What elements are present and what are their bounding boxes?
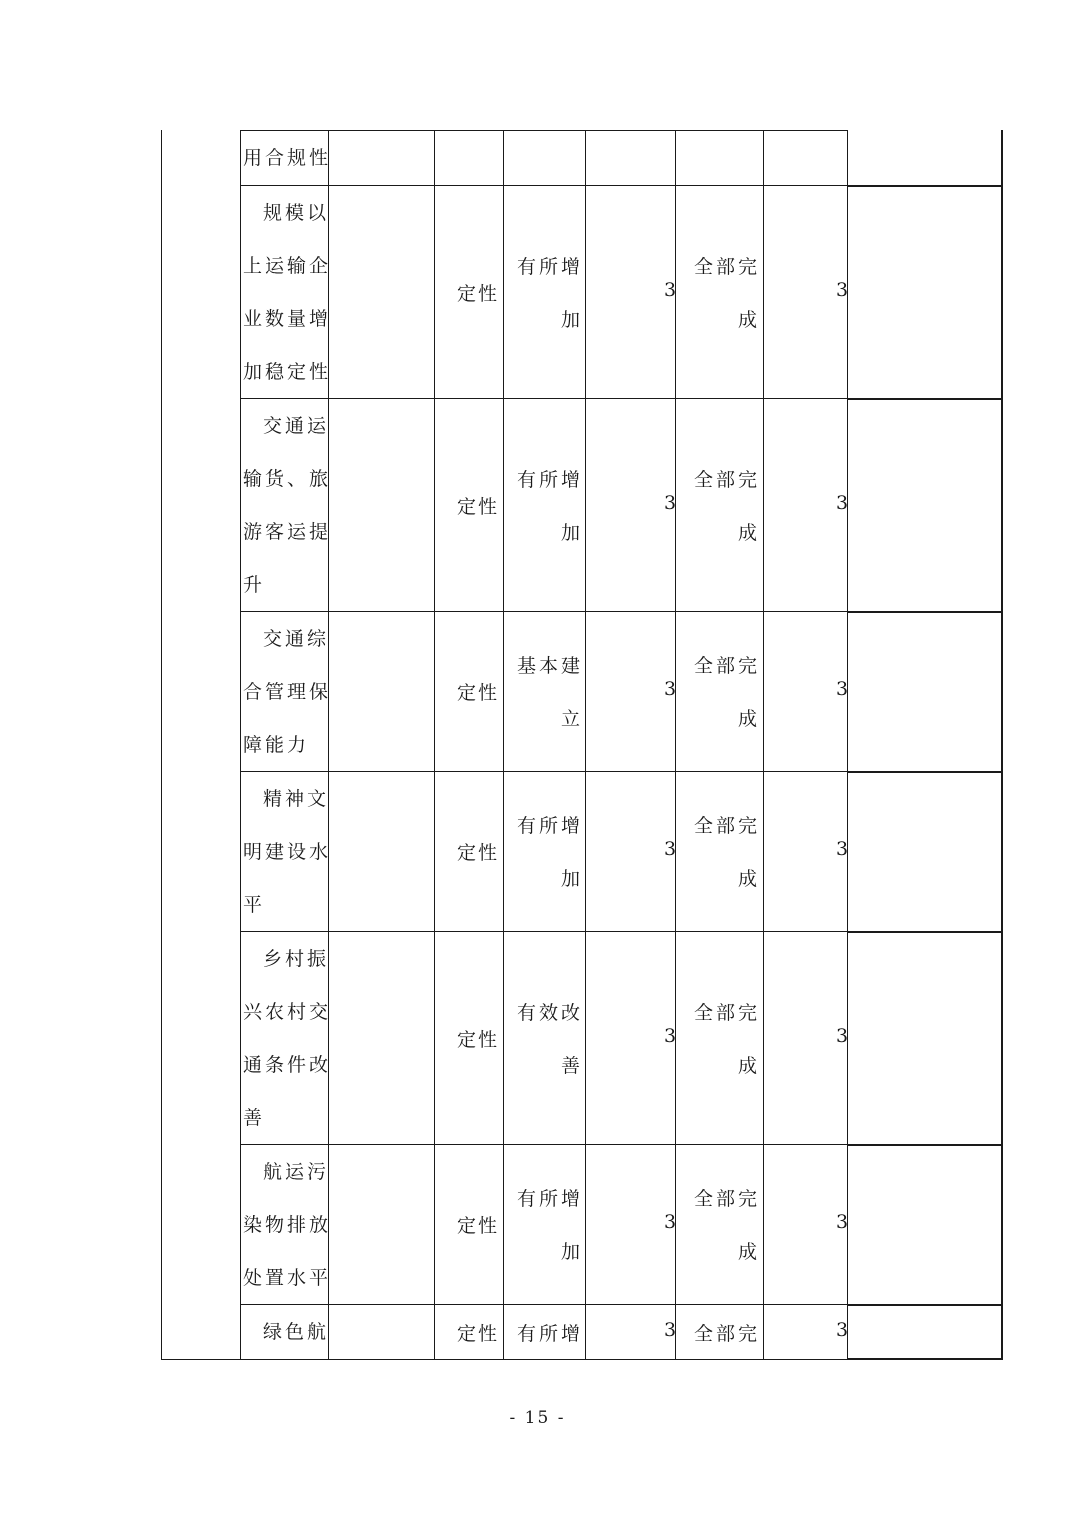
nature-cell: 定性: [457, 682, 500, 704]
score-cell: 3: [836, 278, 849, 301]
table-border-bottom-thick: [847, 1358, 1003, 1360]
target-cell: 基本建 立: [516, 655, 583, 730]
completion-cell: 全部完 成: [693, 655, 760, 730]
column-divider: [675, 130, 676, 1359]
weight-cell: 3: [664, 491, 677, 514]
target-cell: 有所增 加: [516, 255, 583, 331]
nature-cell: 定性: [457, 1322, 500, 1345]
target-cell: 有所增 加: [516, 815, 583, 890]
column-divider: [847, 130, 848, 1359]
indicator-cell: 规模以 上运输企 业数量增 加稳定性: [243, 202, 332, 383]
indicator-cell: 交通综 合管理保 障能力: [243, 628, 332, 756]
nature-cell: 定性: [457, 1028, 500, 1051]
target-cell: 有所增 加: [516, 468, 583, 544]
weight-cell: 3: [664, 278, 677, 301]
column-divider: [763, 130, 764, 1359]
completion-cell: 全部完 成: [693, 468, 760, 544]
row-divider-thick: [847, 771, 1003, 773]
indicator-cell: 交通运 输货、旅 游客运提 升: [243, 415, 332, 596]
score-cell: 3: [836, 678, 849, 700]
column-divider: [585, 130, 586, 1359]
weight-cell: 3: [664, 838, 677, 860]
score-cell: 3: [836, 1024, 849, 1047]
row-divider-thick: [847, 1144, 1003, 1146]
page-number: - 15 -: [509, 1408, 566, 1428]
score-cell: 3: [836, 1211, 849, 1233]
nature-cell: 定性: [457, 842, 500, 864]
indicator-cell: 航运污 染物排放 处置水平: [243, 1161, 332, 1289]
target-cell: 有所增: [516, 1322, 583, 1345]
indicator-cell: 用合规性: [243, 147, 332, 169]
row-divider: [240, 398, 847, 399]
nature-cell: 定性: [457, 495, 500, 518]
row-divider-thick: [847, 398, 1003, 400]
row-divider: [240, 130, 847, 131]
target-cell: 有所增 加: [516, 1188, 583, 1263]
weight-cell: 3: [664, 678, 677, 700]
indicator-cell: 乡村振 兴农村交 通条件改 善: [243, 948, 332, 1129]
nature-cell: 定性: [457, 282, 500, 305]
row-divider: [240, 185, 847, 186]
column-divider: [240, 130, 241, 1359]
completion-cell: 全部完 成: [693, 255, 760, 331]
completion-cell: 全部完 成: [693, 815, 760, 890]
weight-cell: 3: [664, 1024, 677, 1047]
nature-cell: 定性: [457, 1215, 500, 1237]
target-cell: 有效改 善: [516, 1001, 583, 1077]
weight-cell: 3: [664, 1211, 677, 1233]
row-divider: [240, 1144, 847, 1145]
table-border-left: [161, 130, 162, 1359]
row-divider: [240, 611, 847, 612]
score-cell: 3: [836, 491, 849, 514]
row-divider-thick: [847, 931, 1003, 933]
column-divider: [503, 130, 504, 1359]
row-divider-thick: [847, 1304, 1003, 1306]
table-border-right: [1001, 130, 1003, 1360]
score-cell: 3: [836, 838, 849, 860]
row-divider: [240, 771, 847, 772]
row-divider-thick: [847, 185, 1003, 187]
score-cell: 3: [836, 1318, 849, 1341]
completion-cell: 全部完 成: [693, 1188, 760, 1263]
row-divider: [240, 1304, 847, 1305]
column-divider: [434, 130, 435, 1359]
completion-cell: 全部完: [693, 1322, 760, 1345]
row-divider-thick: [847, 611, 1003, 613]
weight-cell: 3: [664, 1318, 677, 1341]
completion-cell: 全部完 成: [693, 1001, 760, 1077]
row-divider: [240, 931, 847, 932]
indicator-cell: 绿色航: [263, 1321, 330, 1343]
indicator-cell: 精神文 明建设水 平: [243, 788, 332, 916]
